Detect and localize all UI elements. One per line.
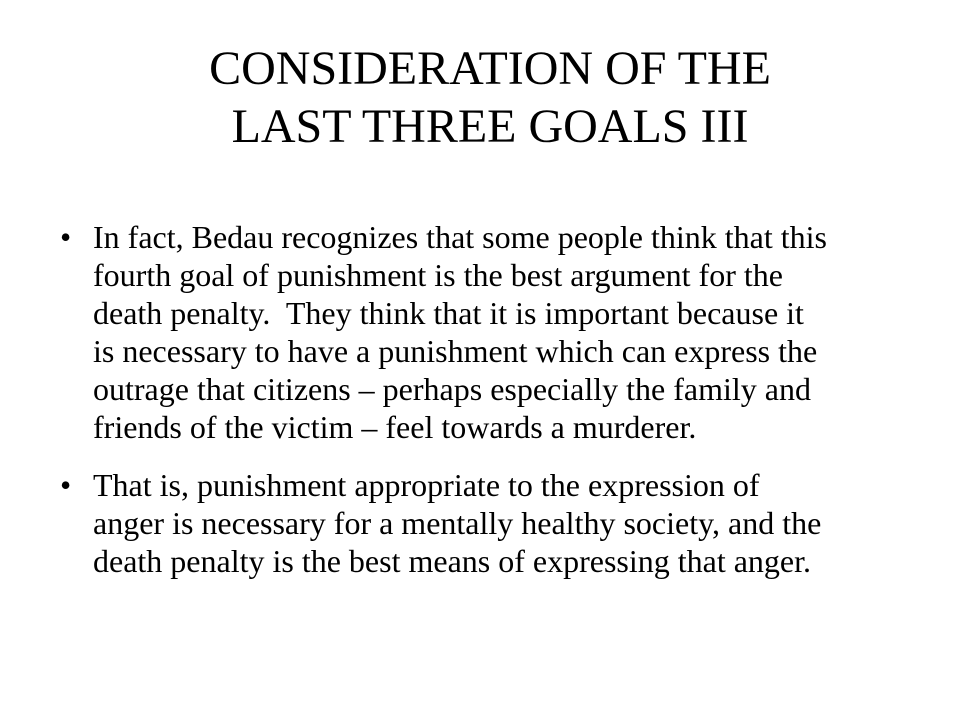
slide-title bbox=[80, 40, 900, 156]
bullet-item-2 bbox=[60, 466, 920, 580]
bullet-2-line-3: death penalty is the best means of expressing that anger. bbox=[93, 543, 812, 579]
bullet-text-1 bbox=[93, 218, 920, 446]
bullet-1-line-2: fourth goal of punishment is the best argument for the bbox=[93, 257, 783, 293]
bullet-icon: • bbox=[60, 467, 72, 503]
bullet-list bbox=[60, 218, 920, 600]
bullet-text-2 bbox=[93, 466, 920, 580]
bullet-1-line-5: outrage that citizens – perhaps especially the family and bbox=[93, 371, 811, 407]
bullet-item-1 bbox=[60, 218, 920, 446]
bullet-2-line-2: anger is necessary for a mentally healthy society, and the bbox=[93, 505, 822, 541]
title-line-1: CONSIDERATION OF THE bbox=[209, 42, 771, 95]
bullet-2-line-1: That is, punishment appropriate to the expression of bbox=[93, 467, 760, 503]
bullet-1-line-3: death penalty. They think that it is important because it bbox=[93, 295, 804, 331]
bullet-1-line-4: is necessary to have a punishment which can express the bbox=[93, 333, 818, 369]
bullet-1-line-1: In fact, Bedau recognizes that some people think that this bbox=[93, 219, 827, 255]
title-line-2: LAST THREE GOALS III bbox=[231, 100, 749, 153]
bullet-icon: • bbox=[60, 219, 72, 255]
bullet-1-line-6: friends of the victim – feel towards a murderer. bbox=[93, 409, 697, 445]
